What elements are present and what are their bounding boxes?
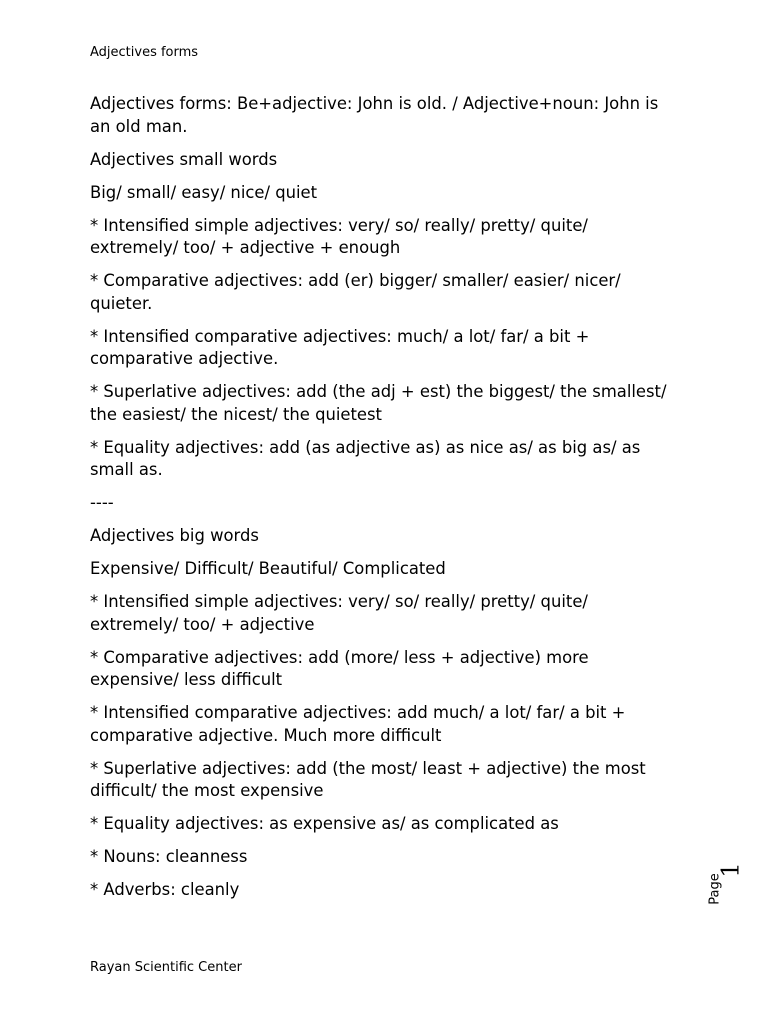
list-item: * Intensified simple adjectives: very/ so/ really/ pretty/ quite/ extremely/ too/ + adjective — [90, 592, 588, 634]
list-item: * Adverbs: cleanly — [90, 880, 240, 899]
list-item: * Intensified simple adjectives: very/ so/ really/ pretty/ quite/ extremely/ too/ + adjective + enough — [90, 215, 588, 257]
document-body — [90, 93, 680, 912]
separator-text: ---- — [90, 493, 114, 512]
list-item: * Nouns: cleanness — [90, 847, 248, 866]
list-item: * Intensified comparative adjectives: much/ a lot/ far/ a bit + comparative adjective. — [90, 326, 590, 368]
section-heading: Adjectives small words — [90, 149, 278, 169]
list-item: * Equality adjectives: add (as adjective as) as nice as/ as big as/ as small as. — [90, 437, 641, 479]
page-number: 1 — [716, 862, 745, 878]
page-header: Adjectives forms — [90, 45, 199, 60]
page-label: Page — [707, 873, 723, 905]
list-item: * Superlative adjectives: add (the most/ least + adjective) the most difficult/ the most expensive — [90, 758, 646, 800]
list-item: * Superlative adjectives: add (the adj + est) the biggest/ the smallest/ the easiest/ the nicest/ the quietest — [90, 382, 667, 424]
paragraph: Big/ small/ easy/ nice/ quiet — [90, 182, 318, 202]
list-item: * Equality adjectives: as expensive as/ as complicated as — [90, 814, 559, 833]
paragraph: Expensive/ Difficult/ Beautiful/ Complicated — [90, 559, 446, 578]
list-item: * Comparative adjectives: add (more/ less + adjective) more expensive/ less difficult — [90, 647, 589, 689]
page-number-marker — [707, 860, 745, 920]
page-footer: Rayan Scientific Center — [90, 960, 242, 975]
list-item: * Comparative adjectives: add (er) bigger/ smaller/ easier/ nicer/ quieter. — [90, 271, 621, 313]
section-heading: Adjectives big words — [90, 526, 259, 545]
paragraph: Adjectives forms: Be+adjective: John is old. / Adjective+noun: John is an old man. — [90, 94, 659, 136]
list-item: * Intensified comparative adjectives: add much/ a lot/ far/ a bit + comparative adjective. Much more difficult — [90, 703, 626, 745]
